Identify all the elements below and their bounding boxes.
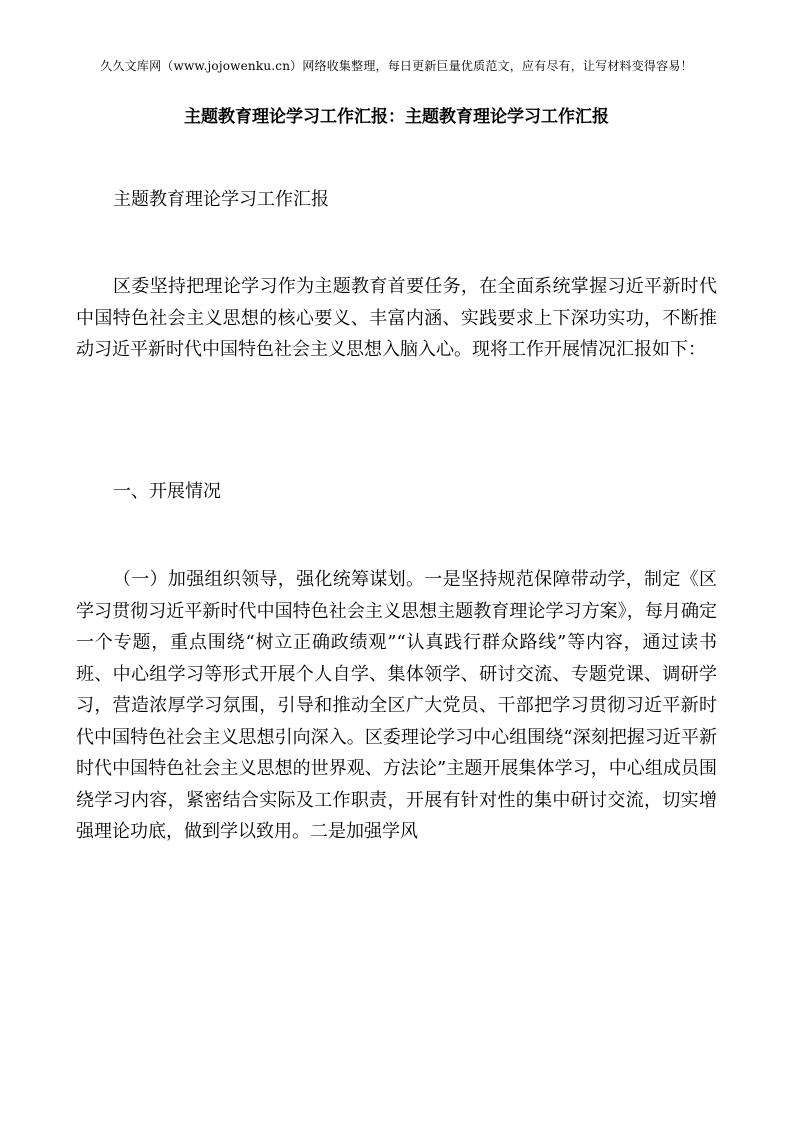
section-heading: 一、开展情况	[113, 481, 221, 502]
document-subtitle: 主题教育理论学习工作汇报	[113, 189, 329, 210]
intro-paragraph: 区委坚持把理论学习作为主题教育首要任务，在全面系统掌握习近平新时代中国特色社会主义思想的核心要义、丰富内涵、实践要求上下深功实功，不断推动习近平新时代中国特色社会主义思想入脑入心。现将工作开展情况汇报如下：	[76, 276, 717, 360]
site-header-notice: 久久文库网（www.jojowenku.cn）网络收集整理，每日更新巨量优质范文，应有尽有，让写材料变得容易！	[100, 59, 693, 73]
document-title: 主题教育理论学习工作汇报：主题教育理论学习工作汇报	[184, 107, 609, 127]
section-paragraph: （一）加强组织领导，强化统筹谋划。一是坚持规范保障带动学，制定《区学习贯彻习近平新时代中国特色社会主义思想主题教育理论学习方案》，每月确定一个专题，重点围绕“树立正确政绩观”“认真践行群众路线”等内容，通过读书班、中心组学习等形式开展个人自学、集体领学、研讨交流、专题党课、调研学习，营造浓厚学习氛围，引导和推动全区广大党员、干部把学习贯彻习近平新时代中国特色社会主义思想引向深入。区委理论学习中心组围绕“深刻把握习近平新时代中国特色社会主义思想的世界观、方法论”主题开展集体学习，中心组成员围绕学习内容，紧密结合实际及工作职责，开展有针对性的集中研讨交流，切实增强理论功底，做到学以致用。二是加强学风	[76, 569, 717, 842]
